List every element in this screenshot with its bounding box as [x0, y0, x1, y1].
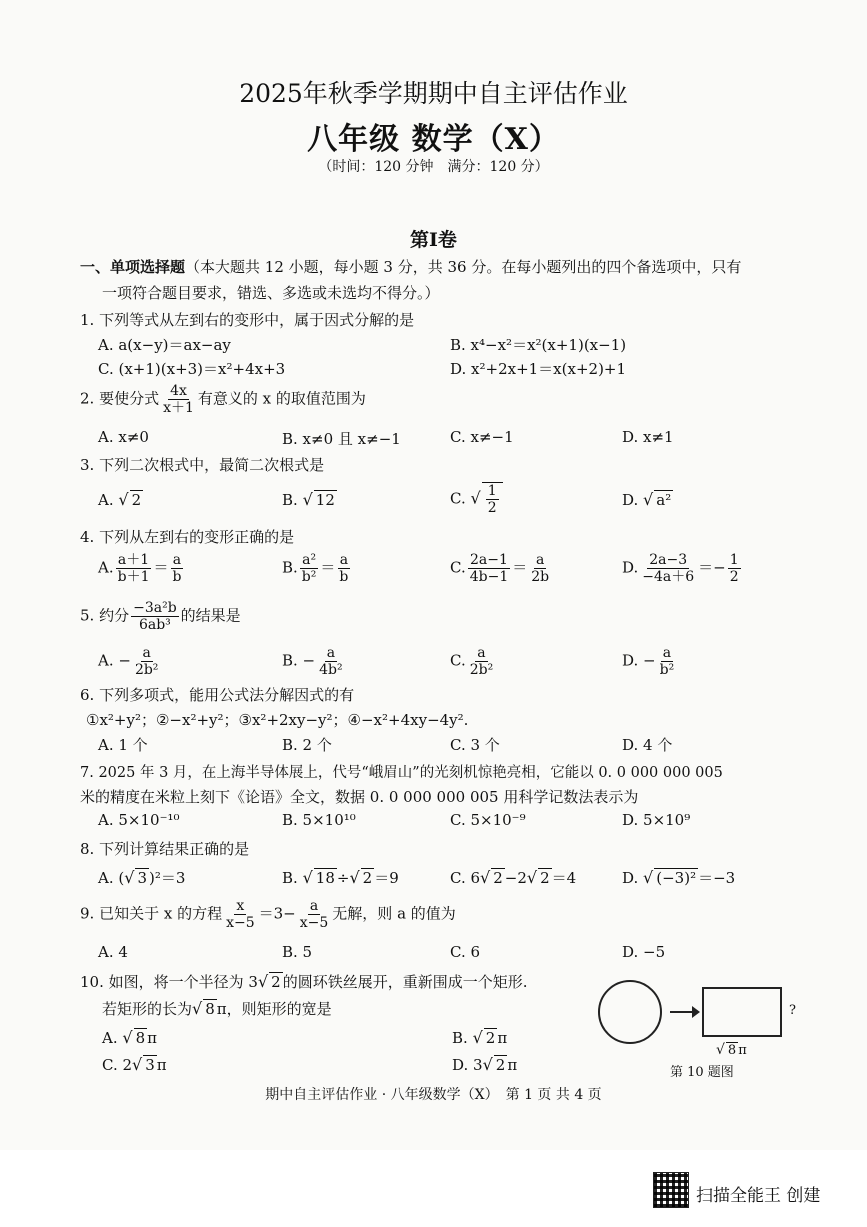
q4-option-b: B. $\frac{\text{a²}}{\text{b²}}$ ＝ $\frac{a}{b}$ — [282, 552, 349, 586]
page-footer: 期中自主评估作业 · 八年级数学（X） 第 1 页 共 4 页 — [265, 1087, 602, 1103]
q7-option-c: C. 5×10⁻⁹ — [450, 811, 526, 829]
q3-stem: 3. 下列二次根式中，最简二次根式是 — [80, 456, 325, 474]
q1-option-a: A. a(x−y)＝ax−ay — [98, 336, 231, 354]
q2-fraction: $\frac{4x}{x+1}$ — [163, 383, 194, 417]
q8-option-a: A. (√ 3 )²＝3 — [98, 868, 186, 887]
q7-stem-line2: 米的精度在米粒上刻下《论语》全文，数据 0. 0 000 000 005 用科学记数法表示为 — [80, 788, 639, 806]
q4-option-d: D. $\frac{2a-3}{-4a+6}$ ＝− $\frac{1}{2}$ — [622, 552, 739, 586]
q6-option-a: A. 1 个 — [98, 736, 148, 754]
part1-instruction-line2: 一项符合题目要求，错选、多选或未选均不得分。） — [102, 284, 440, 302]
q3-option-a: A. √ 2 — [98, 490, 142, 509]
q9-option-d: D. −5 — [622, 943, 666, 961]
q4-option-c: C. $\frac{2a-1}{4b-1}$ ＝ $\frac{a}{2b}$ — [450, 552, 550, 586]
q10-option-d: D. 3√ 2 π — [452, 1055, 518, 1074]
q10-option-c: C. 2√ 3 π — [102, 1055, 167, 1074]
q2-option-c: C. x≠−1 — [450, 428, 514, 446]
q3-option-b: B. √ 12 — [282, 490, 335, 509]
q3-option-c: C. √ $\frac{1}{2}$ — [450, 482, 503, 516]
q8-option-d: D. √ (−3)² ＝−3 — [622, 868, 736, 887]
q3-option-d: D. √ a² — [622, 490, 672, 509]
q4-stem: 4. 下列从左到右的变形正确的是 — [80, 528, 295, 546]
scanner-label: 扫描全能王 创建 — [696, 1186, 821, 1206]
q10-figure-circle — [598, 980, 662, 1044]
q2-option-a: A. x≠0 — [98, 428, 149, 446]
q10-option-b: B. √ 2 π — [452, 1028, 508, 1047]
exam-subtitle: 八年级 数学（X） — [307, 122, 560, 157]
q10-option-a: A. √ 8 π — [102, 1028, 157, 1047]
part1-instruction-line1: 一、单项选择题（本大题共 12 小题，每小题 3 分，共 36 分。在每小题列出的四个备选项中，只有 — [80, 258, 742, 276]
q1-option-c: C. (x+1)(x+3)＝x²+4x+3 — [98, 360, 286, 378]
q9-option-c: C. 6 — [450, 943, 481, 961]
q5-option-d: D. − $\frac{a}{\text{b²}}$ — [622, 645, 675, 679]
q6-items: ①x²+y²；②−x²+y²；③x²+2xy−y²；④−x²+4xy−4y². — [86, 711, 469, 729]
q5-fraction: $\frac{\text{−3a²b}}{\text{6ab³}}$ — [133, 600, 177, 634]
q6-option-b: B. 2 个 — [282, 736, 332, 754]
q6-option-d: D. 4 个 — [622, 736, 673, 754]
exam-info: （时间：120 分钟 满分：120 分） — [318, 159, 549, 175]
q8-stem: 8. 下列计算结果正确的是 — [80, 840, 250, 858]
q6-stem: 6. 下列多项式，能用公式法分解因式的有 — [80, 686, 355, 704]
q10-figure-rectangle — [702, 987, 782, 1037]
q9-option-b: B. 5 — [282, 943, 313, 961]
q10-figure-width-label: ? — [789, 1003, 796, 1018]
part1-heading: 一、单项选择题 — [80, 258, 186, 276]
q2-stem: 2. 要使分式 $\frac{4x}{x+1}$ 有意义的 x 的取值范围为 — [80, 383, 366, 417]
q10-stem-line1: 10. 如图，将一个半径为 3√ 2 的圆环铁丝展开，重新围成一个矩形. — [80, 972, 528, 991]
q7-option-d: D. 5×10⁹ — [622, 811, 691, 829]
q9-option-a: A. 4 — [98, 943, 128, 961]
qr-code-icon — [653, 1172, 689, 1208]
section-title: 第Ⅰ卷 — [410, 229, 457, 251]
q7-option-b: B. 5×10¹⁰ — [282, 811, 356, 829]
q7-option-a: A. 5×10⁻¹⁰ — [98, 811, 180, 829]
q5-stem: 5. 约分 $\frac{\text{−3a²b}}{\text{6ab³}}$ 的结果是 — [80, 600, 241, 634]
q2-option-b: B. x≠0 且 x≠−1 — [282, 430, 401, 448]
q10-figure-arrowhead-icon — [692, 1006, 700, 1018]
q1-option-d: D. x²+2x+1＝x(x+2)+1 — [450, 360, 627, 378]
q10-stem-line2: 若矩形的长为√ 8 π，则矩形的宽是 — [102, 999, 332, 1018]
q2-option-d: D. x≠1 — [622, 428, 674, 446]
q1-option-b: B. x⁴−x²＝x²(x+1)(x−1) — [450, 336, 627, 354]
exam-title: 2025年秋季学期期中自主评估作业 — [239, 79, 628, 108]
q5-option-a: A. − $\frac{a}{\text{2b²}}$ — [98, 645, 159, 679]
q9-stem: 9. 已知关于 x 的方程 $\frac{x}{x-5}$ ＝3− $\frac{a}{x-5}$ 无解，则 a 的值为 — [80, 898, 456, 932]
q7-stem-line1: 7. 2025 年 3 月，在上海半导体展上，代号“峨眉山”的光刻机惊艳亮相，它能以 0. 0 000 000 005 — [80, 765, 723, 781]
q5-option-b: B. − $\frac{a}{\text{4b²}}$ — [282, 645, 343, 679]
q10-figure-length-label: √ 8 π — [716, 1042, 747, 1058]
q6-option-c: C. 3 个 — [450, 736, 500, 754]
q10-figure-caption: 第 10 题图 — [670, 1065, 734, 1080]
q5-option-c: C. $\frac{a}{\text{2b²}}$ — [450, 645, 494, 679]
q8-option-b: B. √ 18 ÷√ 2 ＝9 — [282, 868, 399, 887]
q8-option-c: C. 6√ 2 −2√ 2 ＝4 — [450, 868, 577, 887]
q4-option-a: A. $\frac{a+1}{b+1}$ ＝ $\frac{a}{b}$ — [98, 552, 182, 586]
q1-stem: 1. 下列等式从左到右的变形中，属于因式分解的是 — [80, 311, 415, 329]
